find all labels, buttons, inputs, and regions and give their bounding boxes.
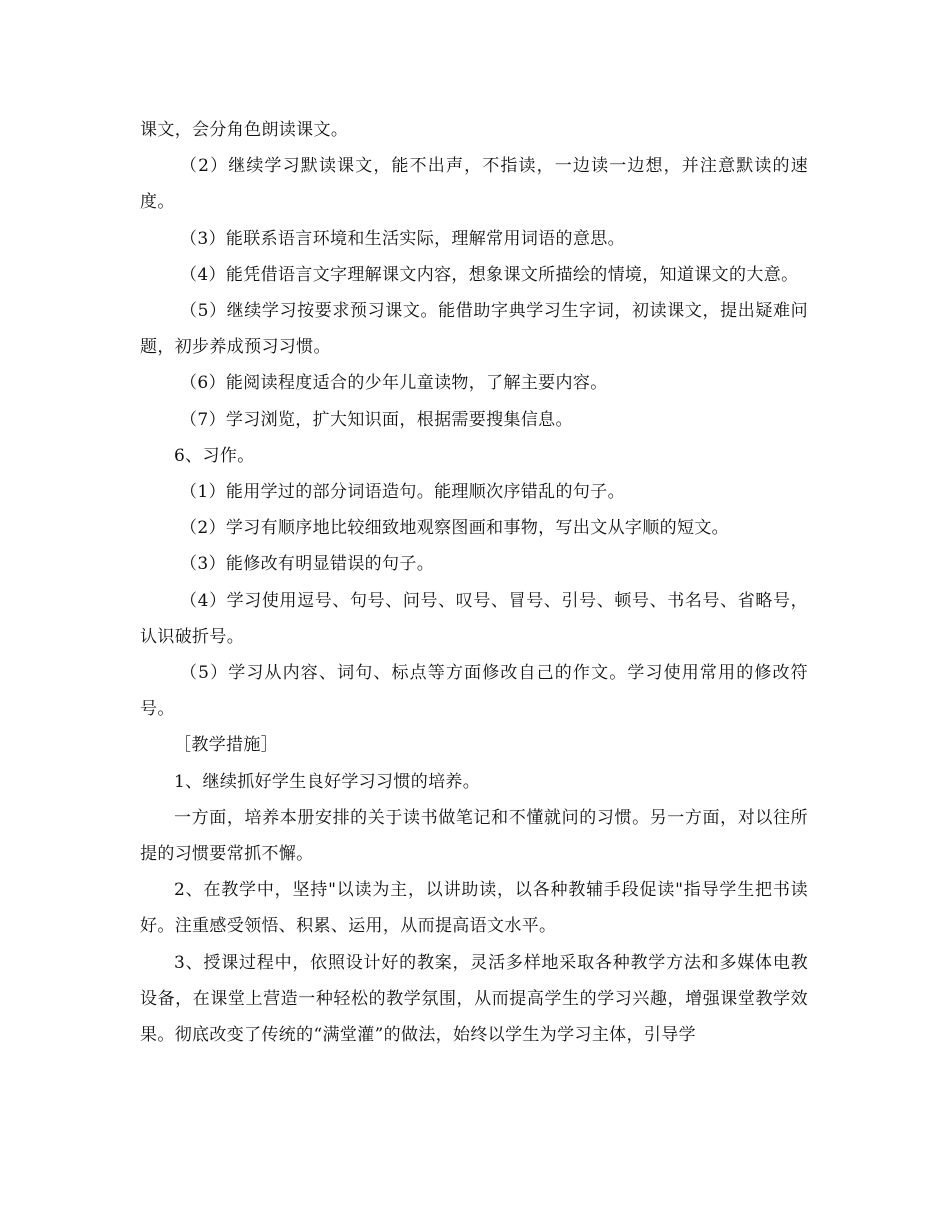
document-body (140, 112, 808, 1053)
paragraph: （6）能阅读程度适合的少年儿童读物，了解主要内容。 (180, 373, 608, 394)
paragraph: （3）能联系语言环境和生活实际，理解常用词语的意思。 (180, 228, 625, 249)
section-heading: ［教学措施］ (174, 735, 279, 756)
paragraph: 2、在教学中，坚持"以读为主，以讲助读，以各种教辅手段促读"指导学生把书读好。注重感受领悟、积累、运用，从而提高语文水平。 (140, 880, 808, 937)
paragraph: （5）继续学习按要求预习课文。能借助字典学习生字词，初读课文，提出疑难问题，初步养成预习习惯。 (140, 301, 808, 358)
paragraph: 3、授课过程中，依照设计好的教案，灵活多样地采取各种教学方法和多媒体电教设备，在课堂上营造一种轻松的教学氛围，从而提高学生的学习兴趣，增强课堂教学效果。彻底改变了传统的“满堂灌”的做法，始终以学生为学习主体，引导学 (140, 952, 808, 1046)
paragraph: （2）继续学习默读课文，能不出声，不指读，一边读一边想，并注意默读的速度。 (140, 156, 808, 213)
paragraph: （2）学习有顺序地比较细致地观察图画和事物，写出文从字顺的短文。 (180, 518, 730, 539)
paragraph: （4）能凭借语言文字理解课文内容，想象课文所描绘的情境，知道课文的大意。 (180, 264, 799, 285)
paragraph: 一方面，培养本册安排的关于读书做笔记和不懂就问的习惯。另一方面，对以往所提的习惯要常抓不懈。 (140, 807, 808, 865)
paragraph: 1、继续抓好学生良好学习习惯的培养。 (174, 771, 481, 792)
paragraph: 课文，会分角色朗读课文。 (140, 120, 349, 140)
paragraph: （5）学习从内容、词句、标点等方面修改自己的作文。学习使用常用的修改符号。 (140, 663, 808, 720)
paragraph: （7）学习浏览，扩大知识面，根据需要搜集信息。 (180, 409, 573, 430)
paragraph: （3）能修改有明显错误的句子。 (180, 554, 435, 575)
paragraph: （1）能用学过的部分词语造句。能理顺次序错乱的句子。 (180, 482, 625, 503)
paragraph: （4）学习使用逗号、句号、问号、叹号、冒号、引号、顿号、书名号、省略号，认识破折号。 (140, 590, 808, 647)
section-heading: 6、习作。 (174, 445, 255, 466)
